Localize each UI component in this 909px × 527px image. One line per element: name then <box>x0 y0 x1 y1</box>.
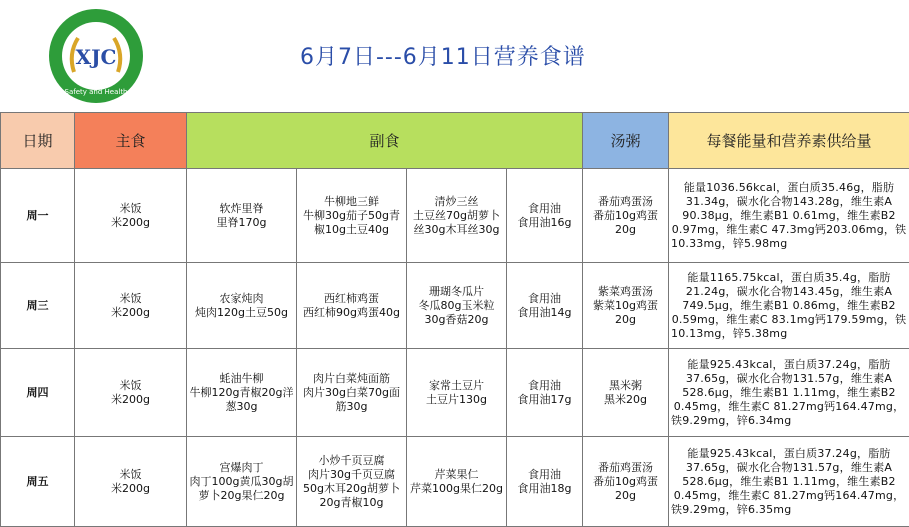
nutrition-cell: 能量1036.56kcal，蛋白质35.46g，脂肪31.34g，碳水化合物143.28g，维生素A 90.38μg，维生素B1 0.61mg，维生素B2 0.97mg，维生素C 47.3mg钙203.06mg，铁10.33mg，锌5.98mg <box>669 169 909 263</box>
side-dish-cell <box>407 437 507 527</box>
soup-detail: 番茄10g鸡蛋20g <box>585 475 666 503</box>
weekly-menu-table <box>0 112 909 527</box>
staple-name: 米饭 <box>77 292 184 306</box>
staple-amount: 米200g <box>77 306 184 320</box>
logo-emblem-text: XJC <box>76 45 117 69</box>
oil-cell <box>507 437 583 527</box>
logo-ring-text: Safety and Health <box>65 88 128 96</box>
header-side-dishes: 副食 <box>187 113 583 169</box>
dish-detail: 牛柳120g青椒20g洋葱30g <box>189 386 294 414</box>
soup-cell <box>583 263 669 349</box>
dish-name: 珊瑚冬瓜片 <box>409 285 504 299</box>
header-nutrition: 每餐能量和营养素供给量 <box>669 113 909 169</box>
oil-cell <box>507 263 583 349</box>
staple-amount: 米200g <box>77 393 184 407</box>
dish-detail: 食用油14g <box>509 306 580 320</box>
day-cell: 周四 <box>1 349 75 437</box>
dish-detail: 肉片30g千页豆腐50g木耳20g胡萝卜20g青椒10g <box>299 468 404 510</box>
dish-name: 肉片白菜炖面筋 <box>299 372 404 386</box>
dish-name: 西红柿鸡蛋 <box>299 292 404 306</box>
side-dish-cell <box>297 169 407 263</box>
dish-detail: 食用油18g <box>509 482 580 496</box>
school-logo <box>44 6 148 106</box>
staple-cell <box>75 169 187 263</box>
soup-detail: 紫菜10g鸡蛋20g <box>585 299 666 327</box>
dish-name: 清炒三丝 <box>409 195 504 209</box>
dish-detail: 西红柿90g鸡蛋40g <box>299 306 404 320</box>
dish-name: 牛柳地三鲜 <box>299 195 404 209</box>
soup-cell <box>583 437 669 527</box>
soup-name: 番茄鸡蛋汤 <box>585 461 666 475</box>
staple-amount: 米200g <box>77 482 184 496</box>
side-dish-cell <box>407 349 507 437</box>
dish-name: 宫爆肉丁 <box>189 461 294 475</box>
side-dish-cell <box>297 263 407 349</box>
soup-detail: 番茄10g鸡蛋20g <box>585 209 666 237</box>
side-dish-cell <box>297 437 407 527</box>
staple-cell <box>75 263 187 349</box>
side-dish-cell <box>297 349 407 437</box>
nutrition-cell: 能量1165.75kcal，蛋白质35.4g，脂肪21.24g，碳水化合物143.45g，维生素A 749.5μg，维生素B1 0.86mg，维生素B2 0.59mg，维生素C 83.1mg钙179.59mg，铁10.13mg，锌5.38mg <box>669 263 909 349</box>
dish-name: 食用油 <box>509 202 580 216</box>
table-row <box>1 263 909 349</box>
staple-cell <box>75 437 187 527</box>
oil-cell <box>507 349 583 437</box>
dish-detail: 食用油16g <box>509 216 580 230</box>
staple-amount: 米200g <box>77 216 184 230</box>
dish-name: 食用油 <box>509 468 580 482</box>
side-dish-cell <box>407 169 507 263</box>
dish-name: 软炸里脊 <box>189 202 294 216</box>
staple-cell <box>75 349 187 437</box>
table-row <box>1 437 909 527</box>
nutrition-cell: 能量925.43kcal，蛋白质37.24g，脂肪37.65g，碳水化合物131.57g，维生素A 528.6μg，维生素B1 1.11mg，维生素B2 0.45mg，维生素C 81.27mg钙164.47mg，铁9.29mg，锌6.35mg <box>669 437 909 527</box>
day-cell: 周一 <box>1 169 75 263</box>
day-cell: 周三 <box>1 263 75 349</box>
dish-detail: 肉丁100g黄瓜30g胡萝卜20g果仁20g <box>189 475 294 503</box>
header-soup: 汤粥 <box>583 113 669 169</box>
staple-name: 米饭 <box>77 379 184 393</box>
staple-name: 米饭 <box>77 202 184 216</box>
dish-detail: 里脊170g <box>189 216 294 230</box>
soup-name: 黑米粥 <box>585 379 666 393</box>
dish-name: 食用油 <box>509 292 580 306</box>
side-dish-cell <box>187 437 297 527</box>
dish-detail: 芹菜100g果仁20g <box>409 482 504 496</box>
soup-cell <box>583 349 669 437</box>
dish-name: 芹菜果仁 <box>409 468 504 482</box>
nutrition-cell: 能量925.43kcal，蛋白质37.24g，脂肪37.65g，碳水化合物131.57g，维生素A 528.6μg，维生素B1 1.11mg，维生素B2 0.45mg，维生素C 81.27mg钙164.47mg，铁9.29mg，锌6.34mg <box>669 349 909 437</box>
dish-name: 农家炖肉 <box>189 292 294 306</box>
dish-detail: 食用油17g <box>509 393 580 407</box>
dish-detail: 牛柳30g茄子50g青椒10g土豆40g <box>299 209 404 237</box>
dish-name: 食用油 <box>509 379 580 393</box>
dish-detail: 炖肉120g土豆50g <box>189 306 294 320</box>
page-title: 6月7日---6月11日营养食谱 <box>300 40 680 76</box>
side-dish-cell <box>407 263 507 349</box>
table-row <box>1 349 909 437</box>
header-day: 日期 <box>1 113 75 169</box>
soup-detail: 黑米20g <box>585 393 666 407</box>
soup-name: 紫菜鸡蛋汤 <box>585 285 666 299</box>
dish-detail: 肉片30g白菜70g面筋30g <box>299 386 404 414</box>
dish-name: 家常土豆片 <box>409 379 504 393</box>
dish-name: 小炒千页豆腐 <box>299 454 404 468</box>
side-dish-cell <box>187 169 297 263</box>
side-dish-cell <box>187 263 297 349</box>
table-header-row <box>1 113 909 169</box>
dish-detail: 土豆片130g <box>409 393 504 407</box>
soup-cell <box>583 169 669 263</box>
oil-cell <box>507 169 583 263</box>
table-row <box>1 169 909 263</box>
staple-name: 米饭 <box>77 468 184 482</box>
dish-detail: 土豆丝70g胡萝卜丝30g木耳丝30g <box>409 209 504 237</box>
page-header <box>0 0 909 112</box>
dish-detail: 冬瓜80g玉米粒30g香菇20g <box>409 299 504 327</box>
day-cell: 周五 <box>1 437 75 527</box>
soup-name: 番茄鸡蛋汤 <box>585 195 666 209</box>
dish-name: 蚝油牛柳 <box>189 372 294 386</box>
side-dish-cell <box>187 349 297 437</box>
header-staple: 主食 <box>75 113 187 169</box>
